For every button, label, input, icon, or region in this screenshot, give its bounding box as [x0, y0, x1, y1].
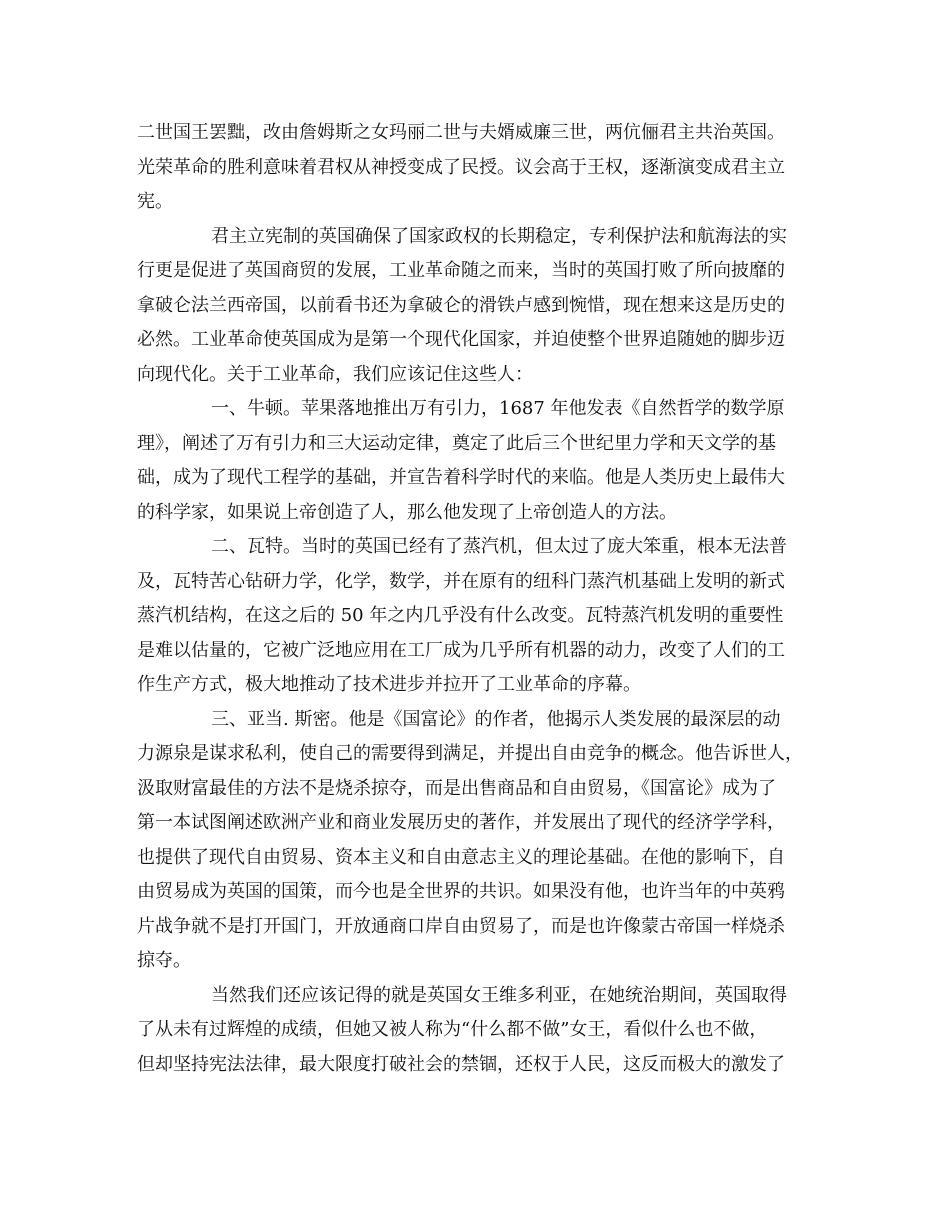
text-line: 拿破仑法兰西帝国，以前看书还为拿破仑的滑铁卢感到惋惜，现在想来这是历史的: [137, 294, 785, 316]
paragraph-first-line: 君主立宪制的英国确保了国家政权的长期稳定，专利保护法和航海法的实: [211, 225, 787, 247]
text-line: 了从未有过辉煌的成绩，但她又被人称为“什么都不做”女王，看似什么也不做，: [137, 1019, 768, 1040]
text-line: 宪。: [137, 191, 173, 212]
paragraph-first-line: 三、亚当. 斯密。他是《国富论》的作者，他揭示人类发展的最深层的动: [211, 708, 781, 730]
paragraph-first-line: 二、瓦特。当时的英国已经有了蒸汽机，但太过了庞大笨重，根本无法普: [211, 536, 787, 557]
text-line: 力源泉是谋求私利，使自己的需要得到满足，并提出自由竞争的概念。他告诉世人，: [137, 743, 803, 764]
text-line: 础，成为了现代工程学的基础，并宣告着科学时代的来临。他是人类历史上最伟大: [137, 467, 785, 488]
text-line: 光荣革命的胜利意味着君权从神授变成了民授。议会高于王权，逐渐演变成君主立: [137, 156, 785, 178]
text-line: 向现代化。关于工业革命，我们应该记住这些人：: [137, 363, 533, 385]
text-line: 掠夺。: [137, 950, 191, 971]
text-line: 理》，阐述了万有引力和三大运动定律，奠定了此后三个世纪里力学和天文学的基: [137, 432, 776, 454]
text-line: 作生产方式，极大地推动了技术进步并拉开了工业革命的序幕。: [137, 674, 641, 695]
text-line: 由贸易成为英国的国策，而今也是全世界的共识。如果没有他，也许当年的中英鸦: [137, 881, 785, 902]
text-line: 二世国王罢黜，改由詹姆斯之女玛丽二世与夫婿威廉三世，两伉俪君主共治英国。: [137, 122, 785, 143]
text-line: 第一本试图阐述欧洲产业和商业发展历史的著作，并发展出了现代的经济学学科，: [137, 812, 785, 833]
text-line: 行更是促进了英国商贸的发展，工业革命随之而来，当时的英国打败了所向披靡的: [137, 260, 785, 281]
text-line: 必然。工业革命使英国成为是第一个现代化国家，并迫使整个世界追随她的脚步迈: [137, 329, 785, 350]
text-line: 及，瓦特苦心钻研力学，化学，数学，并在原有的纽科门蒸汽机基础上发明的新式: [137, 570, 785, 592]
text-line: 但却坚持宪法法律，最大限度打破社会的禁锢，还权于人民，这反而极大的激发了: [137, 1053, 785, 1075]
text-line: 的科学家，如果说上帝创造了人，那么他发现了上帝创造人的方法。: [137, 501, 677, 523]
text-line: 是难以估量的，它被广泛地应用在工厂成为几乎所有机器的动力，改变了人们的工: [137, 639, 785, 661]
document-body: [137, 116, 817, 1082]
paragraph-first-line: 当然我们还应该记得的就是英国女王维多利亚，在她统治期间，英国取得: [211, 984, 787, 1006]
text-line: 汲取财富最佳的方法不是烧杀掠夺，而是出售商品和自由贸易，《国富论》成为了: [137, 777, 776, 799]
text-line: 也提供了现代自由贸易、资本主义和自由意志主义的理论基础。在他的影响下，自: [137, 846, 785, 868]
text-line: 片战争就不是打开国门，开放通商口岸自由贸易了，而是也许像蒙古帝国一样烧杀: [137, 915, 785, 937]
paragraph-first-line: 一、牛顿。苹果落地推出万有引力，1687 年他发表《自然哲学的数学原: [211, 398, 785, 419]
text-line: 蒸汽机结构，在这之后的 50 年之内几乎没有什么改变。瓦特蒸汽机发明的重要性: [137, 605, 784, 626]
